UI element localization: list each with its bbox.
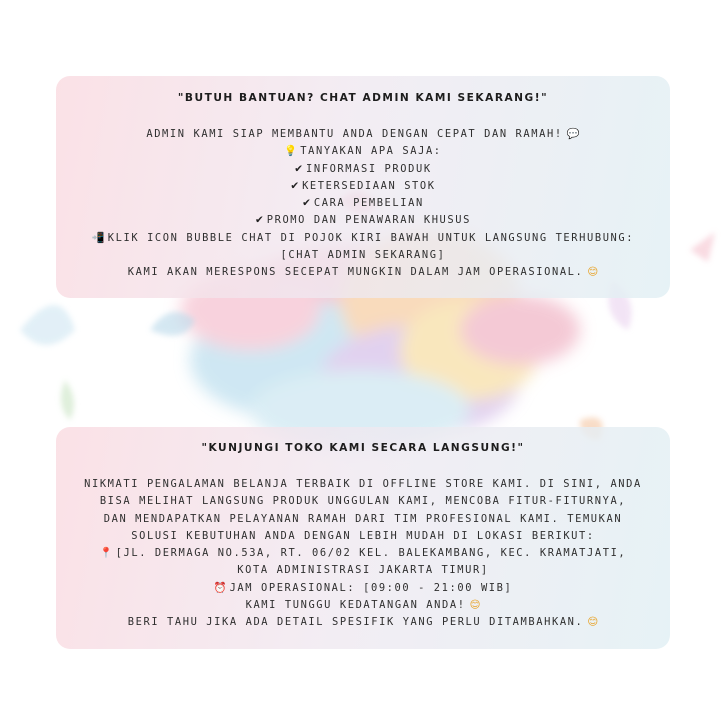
text-line (56, 230, 670, 247)
card-body (56, 476, 670, 632)
card-body (56, 126, 670, 282)
text-line (56, 143, 670, 160)
text-line-content: SOLUSI KEBUTUHAN ANDA DENGAN LEBIH MUDAH DI LOKASI BERIKUT: (131, 529, 595, 542)
map-pin-icon: 📍 (99, 547, 113, 560)
text-line-content: KAMI TUNGGU KEDATANGAN ANDA! (245, 599, 466, 612)
list-item (56, 212, 670, 229)
light-bulb-icon: 💡 (284, 145, 298, 158)
list-item-label: KETERSEDIAAN STOK (302, 179, 436, 192)
card-title: "BUTUH BANTUAN? CHAT ADMIN KAMI SEKARANG!" (177, 92, 549, 104)
text-line-content: ADMIN KAMI SIAP MEMBANTU ANDA DENGAN CEPAT DAN RAMAH! (146, 128, 563, 140)
address-line (56, 545, 670, 562)
smiling-face-icon: 😊 (469, 599, 481, 612)
check-mark-icon: ✔ (290, 179, 300, 192)
check-mark-icon: ✔ (294, 162, 303, 175)
list-item (56, 161, 670, 178)
text-line-content: NIKMATI PENGALAMAN BELANJA TERBAIK DI OFFLINE STORE KAMI. DI SINI, ANDA (84, 478, 642, 490)
check-mark-icon: ✔ (302, 197, 311, 210)
list-item (56, 178, 670, 195)
card-title: "KUNJUNGI TOKO KAMI SECARA LANGSUNG!" (201, 442, 525, 454)
hours-text: JAM OPERASIONAL: [09:00 - 21:00 WIB] (229, 581, 513, 594)
text-line-content: KLIK ICON BUBBLE CHAT DI POJOK KIRI BAWAH UNTUK LANGSUNG TERHUBUNG: (107, 231, 635, 244)
chat-admin-link (56, 247, 670, 264)
mobile-phone-arrow-icon: 📲 (91, 231, 105, 244)
text-line-content: DAN MENDAPATKAN PELAYANAN RAMAH DARI TIM PROFESIONAL KAMI. TEMUKAN (103, 512, 623, 525)
text-line-content: BISA MELIHAT LANGSUNG PRODUK UNGGULAN KAMI, MENCOBA FITUR-FITURNYA, (99, 495, 627, 508)
chat-admin-text: [CHAT ADMIN SEKARANG] (280, 249, 446, 262)
text-line-content: TANYAKAN APA SAJA: (300, 145, 442, 158)
text-line (56, 476, 670, 493)
text-line (56, 528, 670, 545)
text-line (56, 597, 670, 614)
list-item-label: INFORMASI PRODUK (306, 162, 432, 175)
text-line (56, 493, 670, 510)
address-line (56, 562, 670, 579)
text-line-content: BERI TAHU JIKA ADA DETAIL SPESIFIK YANG PERLU DITAMBAHKAN. (127, 616, 584, 629)
text-line (56, 126, 670, 143)
smiling-face-icon: 😊 (587, 266, 599, 279)
address-text: KOTA ADMINISTRASI JAKARTA TIMUR] (237, 564, 489, 577)
smiling-face-icon: 😊 (587, 616, 599, 629)
store-visit-card (56, 427, 670, 649)
list-item-label: CARA PEMBELIAN (313, 197, 424, 210)
text-line (56, 264, 670, 281)
hours-line (56, 580, 670, 597)
text-line-content: KAMI AKAN MERESPONS SECEPAT MUNGKIN DALAM JAM OPERASIONAL. (127, 266, 584, 279)
list-item-label: PROMO DAN PENAWARAN KHUSUS (266, 214, 471, 227)
text-line (56, 614, 670, 631)
check-mark-icon: ✔ (255, 214, 264, 227)
address-text: [JL. DERMAGA NO.53A, RT. 06/02 KEL. BALEKAMBANG, KEC. KRAMATJATI, (115, 547, 627, 560)
admin-chat-card (56, 76, 670, 298)
speech-bubble-icon: 💬 (566, 128, 580, 140)
list-item (56, 195, 670, 212)
alarm-clock-icon: ⏰ (213, 581, 227, 594)
text-line (56, 511, 670, 528)
